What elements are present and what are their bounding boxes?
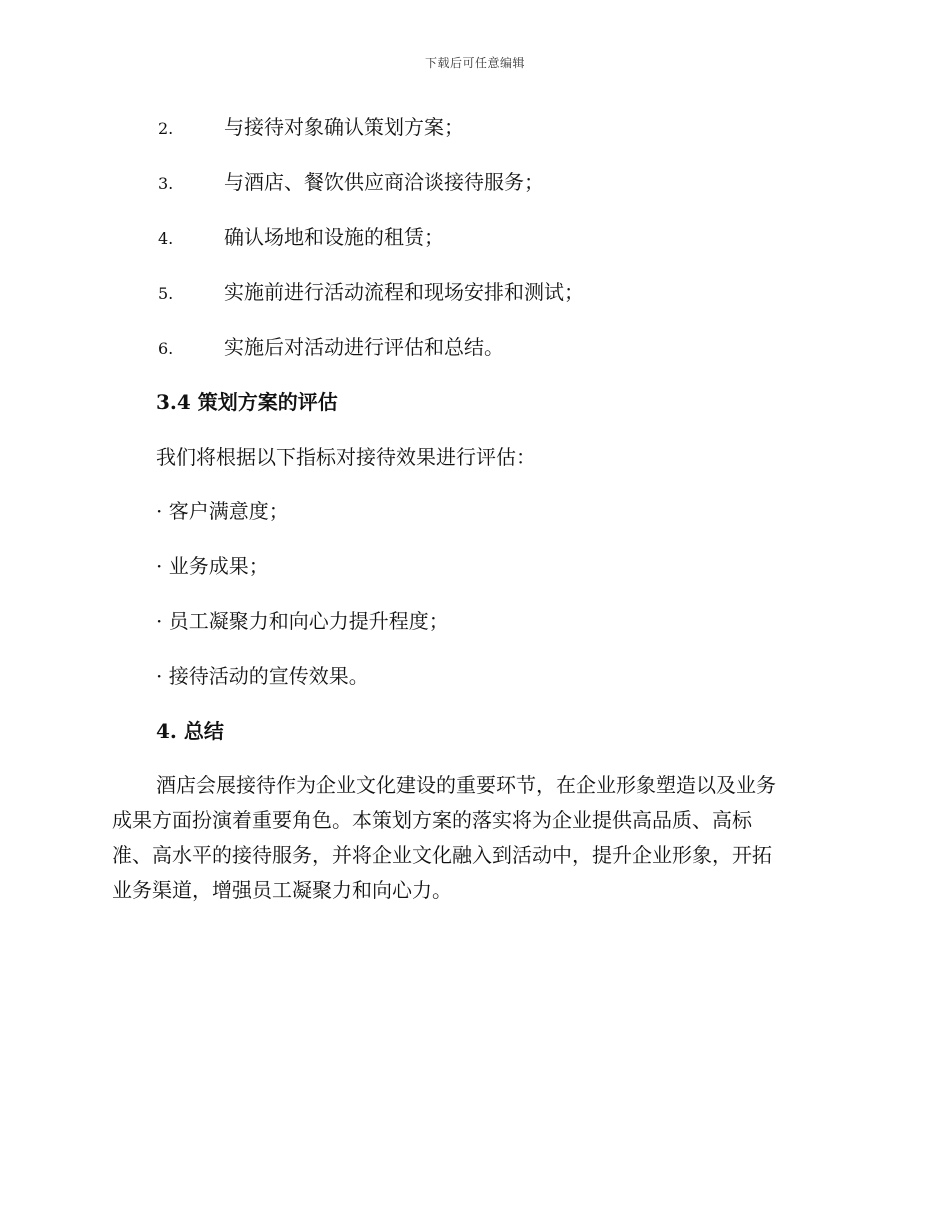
list-item-text: 实施前进行活动流程和现场安排和测试； bbox=[224, 280, 584, 304]
list-item bbox=[158, 113, 464, 143]
paragraph-line: 酒店会展接待作为企业文化建设的重要环节，在企业形象塑造以及业务 bbox=[156, 773, 776, 797]
paragraph-line: 准、高水平的接待服务，并将企业文化融入到活动中，提升企业形象，开拓 bbox=[112, 843, 772, 867]
list-item bbox=[158, 223, 444, 253]
list-item-number: 6. bbox=[158, 339, 174, 358]
section-heading-4: 4. 总结 bbox=[156, 719, 224, 743]
list-item bbox=[158, 333, 504, 363]
page-header: 下载后可任意编辑 bbox=[424, 56, 525, 70]
section-intro: 我们将根据以下指标对接待效果进行评估： bbox=[156, 445, 536, 469]
paragraph-line: 业务渠道，增强员工凝聚力和向心力。 bbox=[112, 878, 452, 902]
bullet-item: · 接待活动的宣传效果。 bbox=[156, 664, 369, 688]
list-item-number: 3. bbox=[158, 174, 174, 193]
list-item-number: 5. bbox=[158, 284, 174, 303]
bullet-item: · 员工凝聚力和向心力提升程度； bbox=[156, 609, 449, 633]
list-item-text: 确认场地和设施的租赁； bbox=[224, 225, 444, 249]
list-item bbox=[158, 168, 544, 198]
list-item-text: 与接待对象确认策划方案； bbox=[224, 115, 464, 139]
list-item-number: 2. bbox=[158, 119, 174, 138]
list-item-number: 4. bbox=[158, 229, 174, 248]
conclusion-paragraph bbox=[112, 768, 832, 908]
section-heading-3-4: 3.4 策划方案的评估 bbox=[156, 390, 338, 414]
paragraph-line: 成果方面扮演着重要角色。本策划方案的落实将为企业提供高品质、高标 bbox=[112, 808, 752, 832]
bullet-item: · 业务成果； bbox=[156, 554, 269, 578]
list-item bbox=[158, 278, 584, 308]
list-item-text: 实施后对活动进行评估和总结。 bbox=[224, 335, 504, 359]
list-item-text: 与酒店、餐饮供应商洽谈接待服务； bbox=[224, 170, 544, 194]
bullet-item: · 客户满意度； bbox=[156, 499, 289, 523]
